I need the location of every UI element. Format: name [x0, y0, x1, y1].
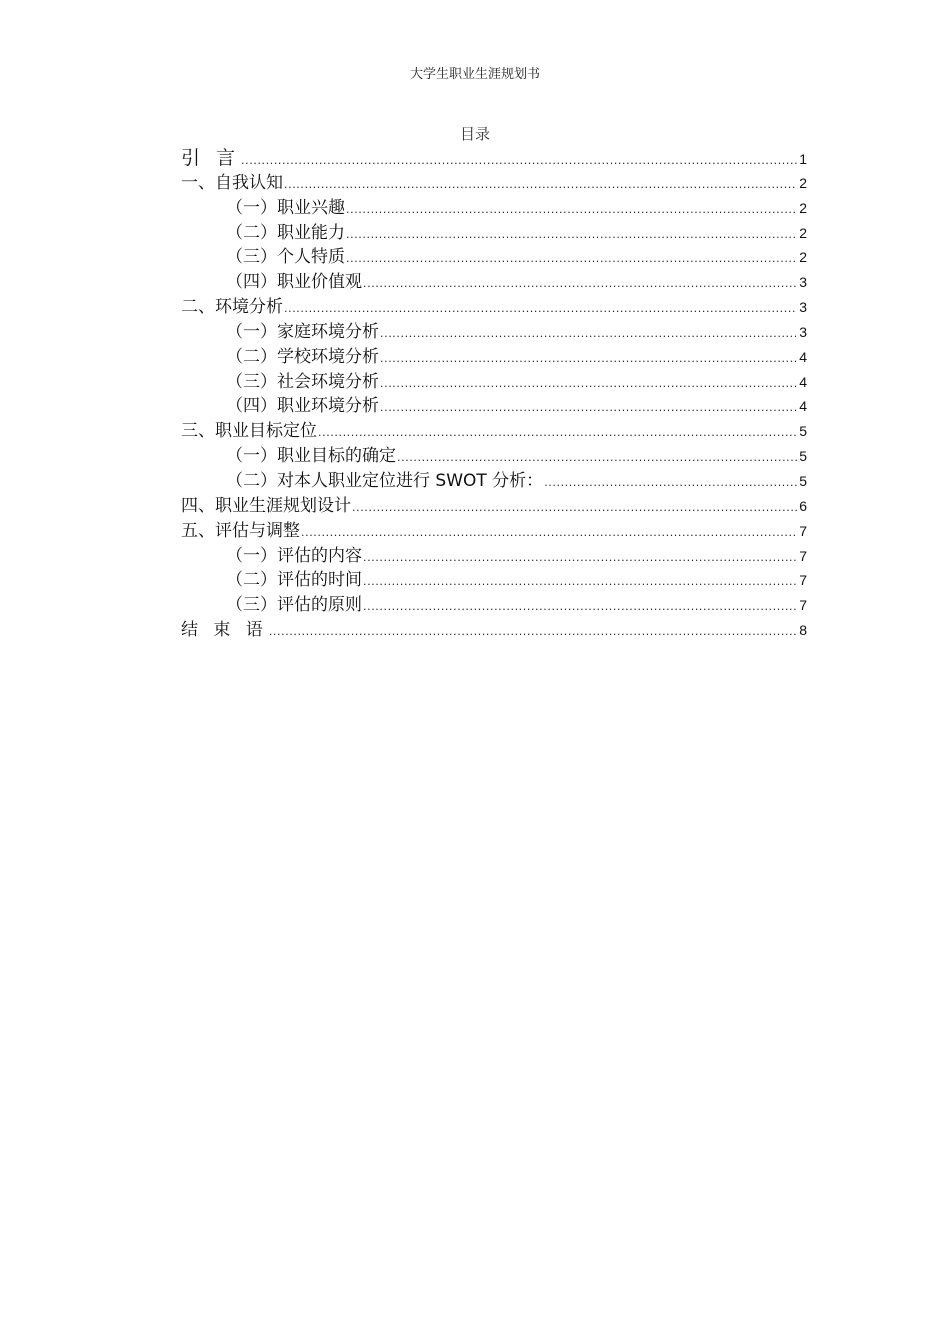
- toc-entry-page-number: 3: [799, 274, 807, 291]
- toc-entry-page-number: 6: [799, 497, 807, 514]
- toc-entry[interactable]: [181, 270, 807, 295]
- toc-dot-leader: [380, 372, 797, 396]
- toc-entry-label: 三、职业目标定位: [181, 421, 317, 442]
- toc-entry[interactable]: [181, 196, 807, 221]
- toc-entry-page-number: 2: [799, 224, 807, 241]
- toc-entry-page-number: 7: [799, 547, 807, 564]
- toc-dot-leader: [346, 247, 797, 271]
- toc-dot-leader: [363, 595, 797, 619]
- toc-entry-page-number: 5: [799, 472, 807, 489]
- toc-entry-label: 四、职业生涯规划设计: [181, 495, 351, 516]
- toc-entry[interactable]: [181, 320, 807, 345]
- toc-entry[interactable]: [181, 245, 807, 270]
- toc-entry-label: （三）社会环境分析: [226, 371, 379, 392]
- toc-entry-label: （三）个人特质: [226, 247, 345, 268]
- toc-entry[interactable]: [181, 444, 807, 469]
- toc-entry[interactable]: [181, 171, 807, 196]
- toc-entry-page-number: 5: [799, 448, 807, 465]
- toc-entry-label: （一）职业兴趣: [226, 197, 345, 218]
- toc-entry[interactable]: [181, 469, 807, 494]
- toc-title: 目录: [459, 125, 490, 143]
- toc-entry-page-number: 5: [799, 423, 807, 440]
- toc-dot-leader: [380, 396, 797, 420]
- toc-entry-page-number: 3: [799, 299, 807, 316]
- toc-dot-leader: [269, 620, 797, 644]
- toc-entry[interactable]: [181, 593, 807, 618]
- toc-entry-label: 引 言: [181, 147, 241, 169]
- toc-entry-page-number: 4: [799, 373, 807, 390]
- toc-entry-label: （四）职业价值观: [226, 272, 362, 293]
- toc-entry[interactable]: [181, 295, 807, 320]
- toc-entry-page-number: 7: [799, 597, 807, 614]
- toc-entry[interactable]: [181, 146, 807, 171]
- toc-dot-leader: [363, 570, 797, 594]
- toc-dot-leader: [544, 471, 797, 495]
- toc-entry-page-number: 7: [799, 572, 807, 589]
- toc-entry[interactable]: [181, 618, 807, 643]
- toc-entry[interactable]: [181, 494, 807, 519]
- toc-entry[interactable]: [181, 394, 807, 419]
- toc-dot-leader: [346, 198, 797, 222]
- toc-entry-page-number: 4: [799, 348, 807, 365]
- toc-entry-label: （四）职业环境分析: [226, 396, 379, 417]
- toc-entry-page-number: 7: [799, 522, 807, 539]
- page-header: 大学生职业生涯规划书: [409, 67, 540, 82]
- toc-entry-label: 二、环境分析: [181, 297, 283, 318]
- table-of-contents: [181, 146, 807, 643]
- toc-entry-label: （二）对本人职业定位进行 SWOT 分析：: [226, 470, 544, 491]
- toc-dot-leader: [301, 521, 797, 545]
- toc-entry-page-number: 1: [799, 151, 807, 167]
- toc-entry-label: （二）职业能力: [226, 222, 345, 243]
- toc-entry[interactable]: [181, 419, 807, 444]
- toc-entry-page-number: 2: [799, 174, 807, 191]
- toc-dot-leader: [284, 173, 797, 197]
- toc-dot-leader: [363, 272, 797, 296]
- toc-entry[interactable]: [181, 544, 807, 569]
- toc-entry[interactable]: [181, 519, 807, 544]
- toc-entry[interactable]: [181, 370, 807, 395]
- toc-entry-label: （一）职业目标的确定: [226, 446, 396, 467]
- toc-entry-page-number: 3: [799, 323, 807, 340]
- toc-entry-label: 一、自我认知: [181, 172, 283, 193]
- toc-dot-leader: [241, 149, 797, 173]
- toc-entry-page-number: 2: [799, 249, 807, 266]
- toc-entry[interactable]: [181, 221, 807, 246]
- toc-dot-leader: [363, 546, 797, 570]
- toc-dot-leader: [380, 347, 797, 371]
- toc-dot-leader: [284, 297, 797, 321]
- toc-entry-label: （三）评估的原则: [226, 595, 362, 616]
- toc-dot-leader: [352, 496, 797, 520]
- toc-dot-leader: [346, 223, 797, 247]
- toc-dot-leader: [380, 322, 797, 346]
- toc-entry-label: （一）评估的内容: [226, 545, 362, 566]
- toc-entry-label: （二）评估的时间: [226, 570, 362, 591]
- toc-entry[interactable]: [181, 345, 807, 370]
- toc-entry-label: （一）家庭环境分析: [226, 321, 379, 342]
- toc-entry-label: 结 束 语: [181, 620, 268, 641]
- toc-entry-page-number: 4: [799, 398, 807, 415]
- toc-dot-leader: [318, 421, 797, 445]
- toc-entry-label: （二）学校环境分析: [226, 346, 379, 367]
- toc-entry-label: 五、评估与调整: [181, 520, 300, 541]
- toc-dot-leader: [397, 446, 797, 470]
- toc-entry-page-number: 8: [799, 622, 807, 639]
- toc-entry[interactable]: [181, 568, 807, 593]
- toc-entry-page-number: 2: [799, 199, 807, 216]
